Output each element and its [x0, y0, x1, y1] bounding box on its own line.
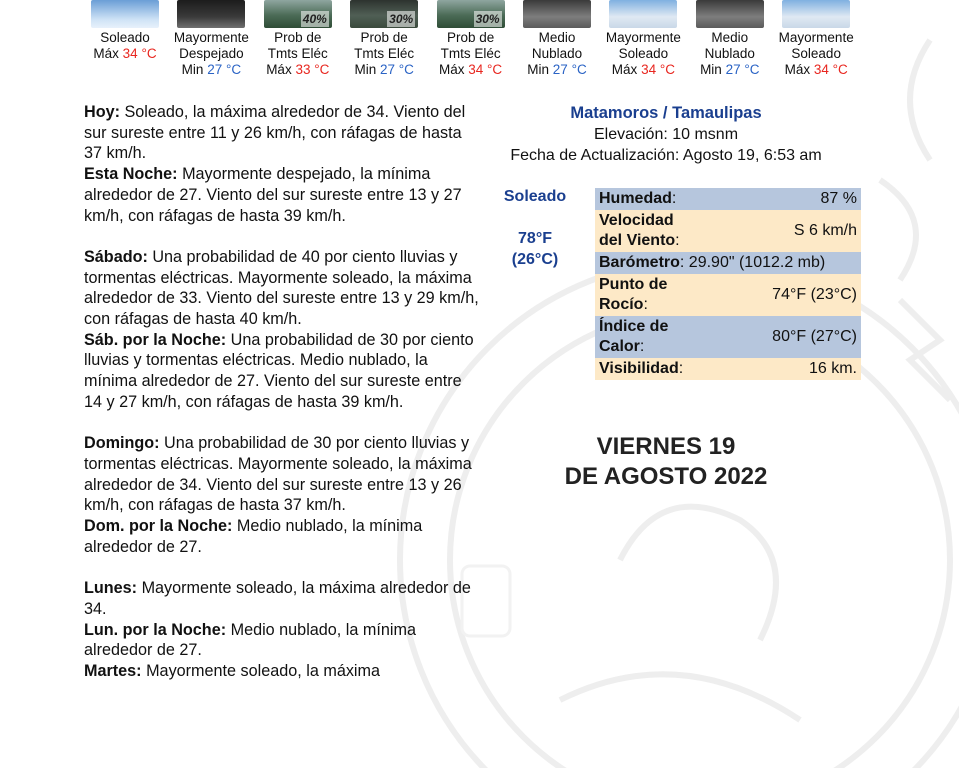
day-temperature [255, 62, 341, 78]
night-clear-icon [177, 0, 245, 28]
current-conditions [492, 188, 578, 270]
day-condition [341, 30, 427, 62]
day-condition [428, 30, 514, 62]
day-condition-line: Medio [711, 30, 749, 45]
partly-cloudy-night-icon [523, 0, 591, 28]
forecast-day[interactable] [687, 0, 773, 78]
forecast-day[interactable] [773, 0, 859, 78]
day-temperature [687, 62, 773, 78]
temp-kind: Máx [93, 46, 119, 61]
heat-index-label-1: Índice de [599, 318, 669, 335]
temp-value: 34 °C [122, 46, 157, 61]
forecast-period-text: Soleado, la máxima alrededor de 34. Viento del sur sureste entre 11 y 26 km/h, con ráfagas de hasta 37 km/h. [84, 103, 466, 163]
temp-kind: Min [181, 62, 204, 77]
precip-chance: 40% [302, 12, 327, 26]
mostly-sunny-icon [609, 0, 677, 28]
dewpoint-label-2: Rocío [599, 296, 644, 313]
forecast-period-text: Medio nublado, la mínima alrededor de 27. [84, 620, 416, 660]
forecast-day[interactable] [255, 0, 341, 78]
temp-value: 27 °C [207, 62, 242, 77]
forecast-period [84, 661, 479, 682]
forecast-period-title: Sáb. por la Noche: [84, 330, 227, 349]
forecast-period [84, 620, 479, 661]
barometer-value: : 29.90" (1012.2 mb) [679, 254, 826, 271]
wind-value: S 6 km/h [728, 210, 861, 252]
day-condition-line: Tmts Eléc [354, 46, 415, 61]
heat-index-value: 80°F (27°C) [728, 316, 861, 358]
temp-value: 34 °C [468, 62, 503, 77]
thunderstorm-icon [437, 0, 505, 28]
forecast-period-text: Una probabilidad de 40 por ciento lluvias y tormentas eléctricas. Mayormente soleado, la máxima alrededor de 33. Viento del sureste entre 13 y 29 km/h, con ráfagas de hasta 40 km/h. [84, 247, 479, 329]
day-condition [514, 30, 600, 62]
forecast-period-text: Mayormente soleado, la máxima alrededor de 34. [84, 579, 471, 618]
forecast-period-text: Medio nublado, la mínima alrededor de 27. [84, 517, 423, 556]
forecast-strip [0, 0, 959, 82]
forecast-day[interactable] [428, 0, 514, 78]
temp-value: 33 °C [295, 62, 330, 77]
dewpoint-value: 74°F (23°C) [728, 274, 861, 316]
partly-cloudy-night-icon [696, 0, 764, 28]
day-temperature [428, 62, 514, 78]
temp-value: 27 °C [552, 62, 587, 77]
station-location-link[interactable]: Matamoros / Tamaulipas [570, 104, 762, 122]
forecast-day[interactable] [168, 0, 254, 78]
day-condition [82, 30, 168, 46]
station-updated: Fecha de Actualización: Agosto 19, 6:53 am [510, 147, 822, 164]
day-condition [168, 30, 254, 62]
forecast-period [84, 164, 479, 226]
day-condition [600, 30, 686, 62]
day-condition-line: Prob de [446, 30, 495, 45]
forecast-day[interactable] [341, 0, 427, 78]
day-temperature [82, 46, 168, 62]
day-condition-line: Mayormente [173, 30, 249, 45]
current-temp-c: (26°C) [511, 251, 559, 268]
forecast-period-title: Lun. por la Noche: [84, 620, 227, 639]
day-condition-line: Tmts Eléc [267, 46, 328, 61]
barometer-row [595, 252, 861, 274]
date-heading [520, 432, 812, 492]
day-temperature [773, 62, 859, 78]
humidity-row: Humedad: 87 % [595, 188, 861, 210]
day-temperature [600, 62, 686, 78]
day-condition [773, 30, 859, 62]
forecast-period-title: Domingo: [84, 434, 160, 453]
wind-row: Velocidad del Viento: S 6 km/h [595, 210, 861, 252]
forecast-period-title: Hoy: [84, 103, 120, 121]
day-condition-line: Prob de [274, 30, 322, 45]
temp-kind: Máx [438, 62, 465, 77]
temp-kind: Min [700, 62, 722, 77]
wind-label-1: Velocidad [599, 212, 674, 229]
forecast-period [84, 247, 479, 330]
visibility-row: Visibilidad: 16 km. [595, 358, 861, 380]
temp-value: 27 °C [725, 62, 760, 77]
temp-value: 34 °C [813, 62, 848, 77]
wind-label-2: del Viento [599, 232, 676, 249]
detailed-forecast [84, 102, 479, 682]
day-condition-line: Soleado [100, 30, 150, 45]
forecast-period-title: Martes: [84, 661, 142, 680]
precip-chance: 30% [475, 12, 500, 26]
forecast-period [84, 578, 479, 619]
observations-table [595, 188, 861, 380]
day-temperature [514, 62, 600, 78]
humidity-label: Humedad [599, 190, 672, 207]
mostly-sunny-icon [782, 0, 850, 28]
heat-index-label-2: Calor [599, 338, 640, 355]
heat-index-row: Índice de Calor: 80°F (27°C) [595, 316, 861, 358]
day-condition-line: Medio [538, 30, 576, 45]
day-condition-line: Tmts Eléc [440, 46, 501, 61]
day-condition-line: Nublado [531, 46, 583, 61]
day-condition-line: Mayormente [778, 30, 854, 45]
forecast-day[interactable] [600, 0, 686, 78]
barometer-label: Barómetro [599, 254, 680, 271]
day-temperature [168, 62, 254, 78]
dewpoint-label-1: Punto de [599, 276, 668, 293]
date-line-1: VIERNES 19 [596, 433, 736, 460]
forecast-period [84, 330, 479, 413]
temp-value: 27 °C [379, 62, 414, 77]
temp-kind: Máx [266, 62, 292, 77]
temp-kind: Min [354, 62, 377, 77]
forecast-period-title: Esta Noche: [84, 165, 178, 184]
visibility-value: 16 km. [728, 358, 861, 380]
day-condition-line: Prob de [360, 30, 408, 45]
visibility-label: Visibilidad [599, 360, 679, 377]
day-condition [255, 30, 341, 62]
temp-value: 34 °C [641, 62, 675, 77]
forecast-period-text: Una probabilidad de 30 por ciento lluvias y tormentas eléctricas. Mayormente soleado, la máxima alrededor de 34. Viento del sur sureste entre 13 y 26 km/h, con ráfagas de hasta 37 km/h. [84, 434, 472, 515]
forecast-period-text: Mayormente despejado, la mínima alrededor de 27. Viento del sur sureste entre 13 y 27 km/h, con ráfagas de hasta 39 km/h. [84, 165, 462, 225]
day-condition-line: Mayormente [605, 30, 681, 45]
station-elevation: Elevación: 10 msnm [593, 126, 739, 143]
precip-chance: 30% [389, 12, 414, 26]
day-condition-line: Nublado [704, 46, 755, 61]
humidity-value: 87 % [728, 188, 861, 210]
day-condition-line: Soleado [791, 46, 841, 61]
forecast-day[interactable] [514, 0, 600, 78]
temp-kind: Máx [784, 62, 811, 77]
sunny-icon [91, 0, 159, 28]
forecast-period [84, 516, 479, 557]
day-condition [687, 30, 773, 62]
current-temp-f: 78°F [518, 230, 552, 247]
day-condition-line: Despejado [179, 46, 244, 61]
thunderstorm-icon [264, 0, 332, 28]
forecast-period-title: Lunes: [84, 579, 138, 598]
day-temperature [341, 62, 427, 78]
forecast-period-text: Mayormente soleado, la máxima [146, 661, 380, 680]
forecast-period [84, 433, 479, 516]
forecast-period-text: Una probabilidad de 30 por ciento lluvias y tormentas eléctricas. Medio nublado, la mínima alrededor de 27. Viento del sur sureste entre 14 y 27 km/h, con ráfagas de hasta 39 km/h. [84, 330, 474, 411]
current-condition-text: Soleado [503, 188, 567, 205]
forecast-day[interactable] [82, 0, 168, 62]
date-line-2: DE AGOSTO 2022 [564, 463, 768, 490]
forecast-period-title: Sábado: [84, 247, 148, 266]
forecast-period [84, 102, 479, 164]
station-info [470, 103, 862, 166]
forecast-period-title: Dom. por la Noche: [84, 517, 233, 536]
night-thunderstorm-icon [350, 0, 418, 28]
day-condition-line: Soleado [618, 46, 669, 61]
temp-kind: Min [527, 62, 550, 77]
dewpoint-row: Punto de Rocío: 74°F (23°C) [595, 274, 861, 316]
temp-kind: Máx [611, 62, 638, 77]
